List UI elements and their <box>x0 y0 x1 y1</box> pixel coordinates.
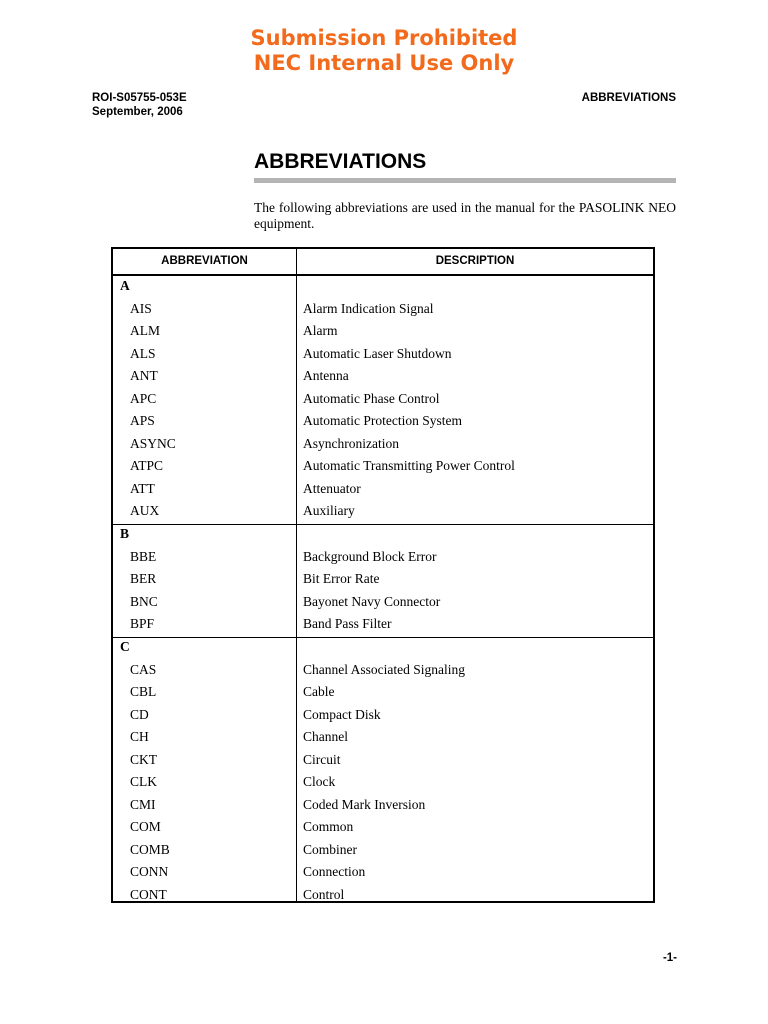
abbreviation-cell: CH <box>130 729 149 744</box>
description-cell: Connection <box>303 864 366 879</box>
abbreviation-cell: CMI <box>130 796 156 812</box>
description-cell: Bayonet Navy Connector <box>303 593 441 609</box>
description-cell: Alarm Indication Signal <box>303 300 434 316</box>
abbreviation-cell: CONN <box>130 864 169 879</box>
watermark-line-1: Submission Prohibited <box>250 26 518 50</box>
description-cell: Control <box>303 886 345 902</box>
description-cell: Alarm <box>303 323 338 338</box>
watermark-line-2: NEC Internal Use Only <box>253 51 515 75</box>
description-cell: Band Pass Filter <box>303 616 392 631</box>
document-number: ROI-S05755-053E <box>92 92 187 104</box>
abbreviation-cell: ATPC <box>130 458 164 473</box>
column-header-abbreviation: ABBREVIATION <box>161 255 248 267</box>
section-divider <box>113 637 653 638</box>
abbreviation-cell: COMB <box>130 841 170 857</box>
abbreviation-cell: CKT <box>130 751 157 767</box>
column-header-description: DESCRIPTION <box>435 255 515 267</box>
description-cell: Automatic Phase Control <box>303 390 440 406</box>
description-cell: Combiner <box>303 841 357 857</box>
description-cell: Channel Associated Signaling <box>303 661 465 677</box>
description-cell: Antenna <box>303 368 349 383</box>
abbreviation-cell: AUX <box>130 503 160 518</box>
document-date: September, 2006 <box>92 106 183 118</box>
description-cell: Asynchronization <box>303 435 399 451</box>
abbreviation-cell: BPF <box>130 616 155 631</box>
abbreviation-cell: BNC <box>130 593 158 609</box>
table-header-row <box>113 249 653 276</box>
page-title: ABBREVIATIONS <box>254 150 427 173</box>
internal-use-watermark <box>0 26 768 76</box>
description-cell: Bit Error Rate <box>303 571 380 586</box>
abbreviation-cell: ASYNC <box>130 435 176 451</box>
description-cell: Auxiliary <box>303 503 355 518</box>
abbreviation-cell: CAS <box>130 661 157 677</box>
description-cell: Attenuator <box>303 480 361 496</box>
abbreviation-cell: BBE <box>130 548 157 564</box>
abbreviation-cell: CONT <box>130 886 167 902</box>
description-cell: Compact Disk <box>303 706 381 722</box>
abbreviation-cell: CLK <box>130 774 157 789</box>
description-cell: Automatic Protection System <box>303 413 462 428</box>
description-cell: Automatic Laser Shutdown <box>303 345 452 361</box>
abbreviation-cell: ANT <box>130 368 158 383</box>
page-number: -1- <box>662 952 677 964</box>
section-letter: B <box>120 526 130 541</box>
description-cell: Clock <box>303 774 336 789</box>
section-divider <box>113 524 653 525</box>
abbreviation-cell: ALM <box>130 323 160 338</box>
section-letter: A <box>120 278 130 293</box>
description-cell: Channel <box>303 729 348 744</box>
abbreviation-cell: ATT <box>130 480 155 496</box>
header-section-name: ABBREVIATIONS <box>581 92 676 104</box>
description-cell: Common <box>303 819 354 834</box>
abbreviation-cell: CD <box>130 706 149 722</box>
description-cell: Coded Mark Inversion <box>303 796 426 812</box>
column-divider <box>296 249 297 901</box>
description-cell: Circuit <box>303 751 341 767</box>
title-underline <box>254 178 676 183</box>
abbreviation-cell: CBL <box>130 684 157 699</box>
description-cell: Automatic Transmitting Power Control <box>303 458 515 473</box>
section-letter: C <box>120 639 130 654</box>
abbreviation-cell: BER <box>130 571 157 586</box>
abbreviation-table <box>111 247 655 903</box>
abbreviation-cell: ALS <box>130 345 156 361</box>
description-cell: Cable <box>303 684 335 699</box>
header-left <box>92 91 187 119</box>
abbreviation-cell: APC <box>130 390 157 406</box>
abbreviation-cell: AIS <box>130 300 152 316</box>
intro-paragraph: The following abbreviations are used in the manual for the PASOLINK NEO equipment. <box>254 200 676 231</box>
description-cell: Background Block Error <box>303 548 437 564</box>
abbreviation-cell: COM <box>130 819 161 834</box>
abbreviation-cell: APS <box>130 413 155 428</box>
